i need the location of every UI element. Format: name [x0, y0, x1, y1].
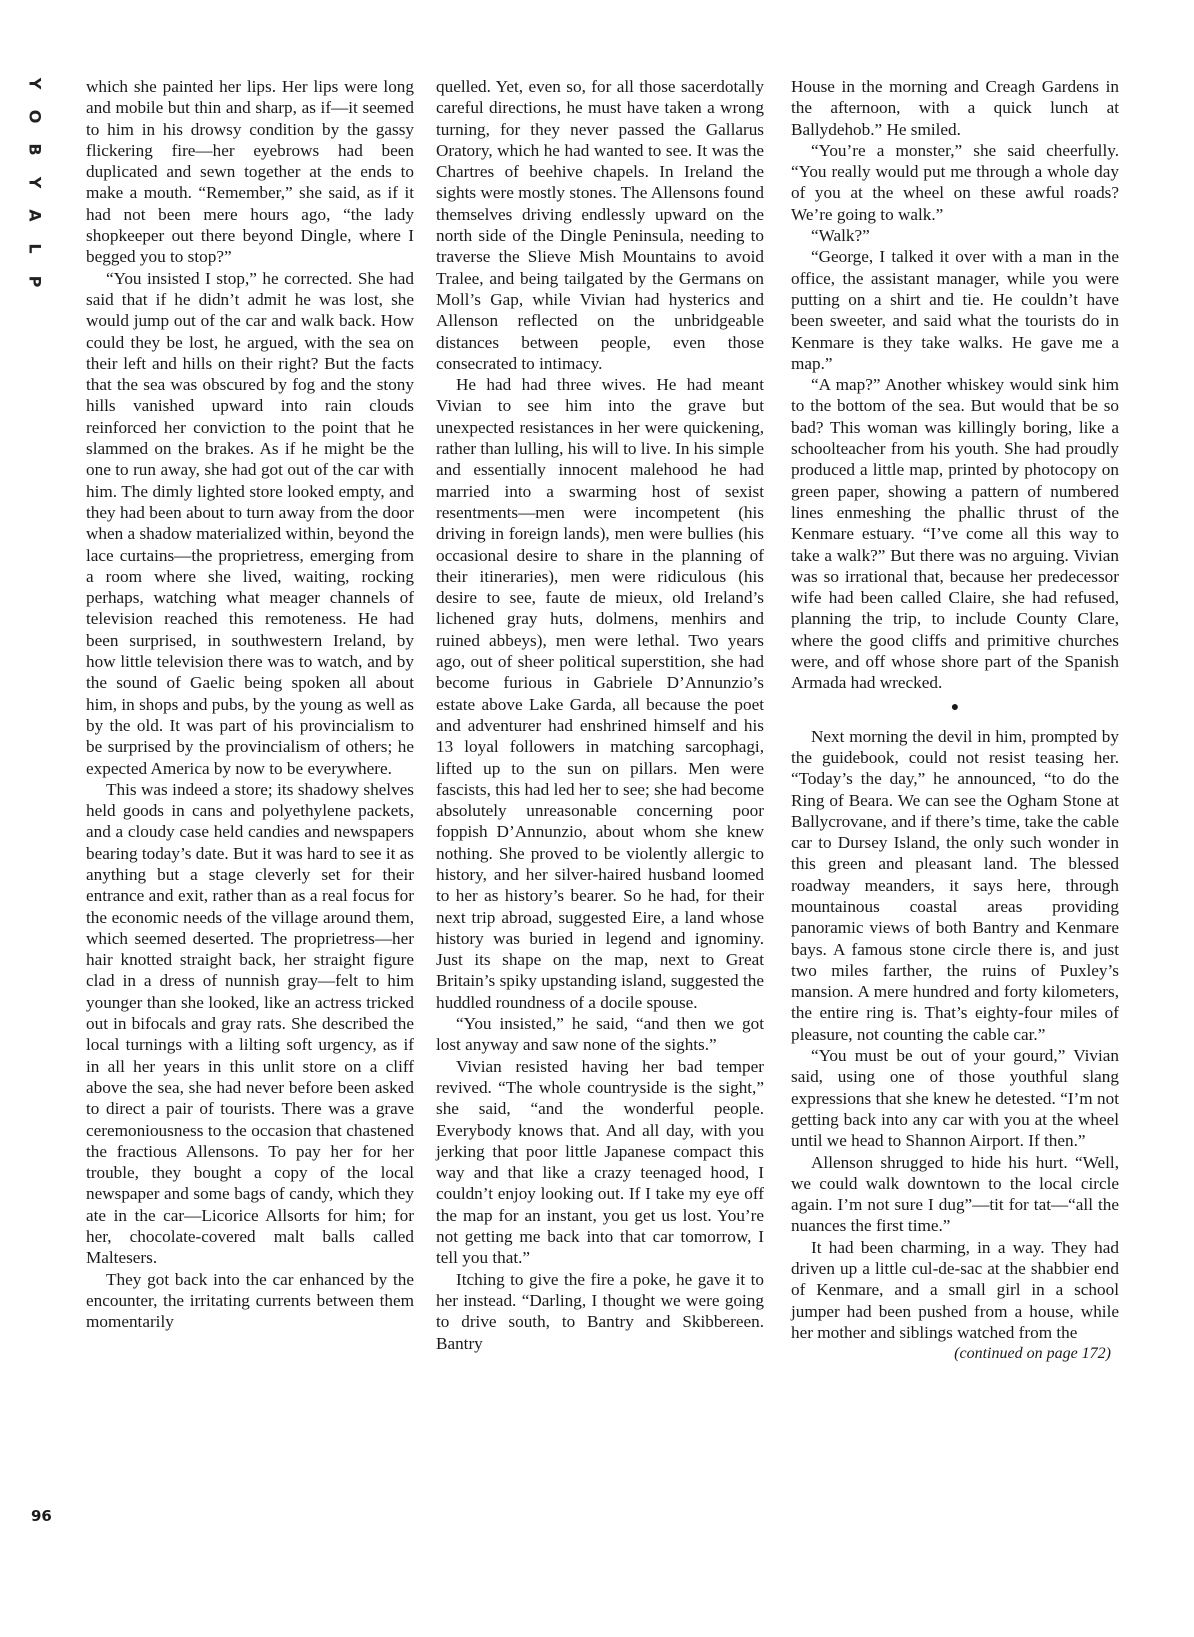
paragraph: He had had three wives. He had meant Vivian to see him into the grave but unexpected resistances in her were quickening, rather than lulling, his will to live. In his simple and essentially innocent malehood he had married into a swarming host of sexist resentments—men were incompetent (his driving in foreign lands), men were bullies (his occasional desire to share in the planning of their itineraries), men were ridiculous (his desire to see, faute de mieux, old Ireland’s lichened gray huts, dolmens, menhirs and ruined abbeys), men were lethal. Two years ago, out of sheer political superstition, she had become furious in Gabriele D’Annunzio’s estate above Lake Garda, all because the poet and adventurer had enshrined himself and his 13 loyal followers in matching sarcophagi, lifted up to the sun on pillars. Men were fascists, this had led her to see; she had become absolutely unreasonable concerning poor foppish D’Annunzio, about whom she knew nothing. She proved to be violently allergic to history, and her silver-haired husband loomed to her as history’s bearer. So he had, for their next trip abroad, suggested Eire, a land whose history was buried in legend and ignominy. Just its shape on the map, next to Great Britain’s spiky upstanding island, suggested the huddled roundness of a docile spouse.	[436, 375, 764, 1012]
paragraph: “You insisted I stop,” he corrected. She had said that if he didn’t admit he was lost, she would jump out of the car and walk back. How could they be lost, he argued, with the sea on their left and hills on their right? But the facts that the sea was obscured by fog and the stony hills vanished upward into rain clouds reinforced her conviction to the point that he slammed on the brakes. As if he might be the one to run away, she had got out of the car with him. The dimly lighted store looked empty, and they had been about to turn away from the door when a shadow materialized within, beyond the lace curtains—the proprietress, emerging from a room where she lived, waiting, rocking perhaps, watching what meager channels of television reached this remoteness. He had been surprised, in southwestern Ireland, by how little television there was to watch, and by the sound of Gaelic being spoken all about him, in shops and pubs, by the young as well as by the old. It was part of his provincialism to be surprised by the provincialism of others; he expected America by now to be everywhere.	[86, 268, 414, 778]
paragraph: This was indeed a store; its shadowy shelves held goods in cans and polyethylene packets, and a cloudy case held candies and newspapers bearing today’s date. But it was hard to see it as anything but a stage cleverly set for their entrance and exit, rather than as a real focus for the economic needs of the village around them, which seemed deserted. The proprietress—her hair knotted straight back, her straight figure clad in a dress of nunnish gray—felt to him younger than she looked, like an actress tricked out in bifocals and gray rats. She described the local turnings with a lilting soft urgency, as if in all her years in this unlit store on a cliff above the sea, she had never before been asked to direct a pair of tourists. There was a grave ceremoniousness to the occasion that chastened the fractious Allensons. To pay her for her trouble, they bought a copy of the local newspaper and some bags of candy, which they ate in the car—Licorice Allsorts for him; for her, chocolate-covered malt balls called Maltesers.	[86, 779, 414, 1268]
paragraph: “You insisted,” he said, “and then we got lost anyway and saw none of the sights.”	[436, 1014, 764, 1055]
running-head-letter: A	[25, 209, 45, 222]
running-head-letter: L	[25, 243, 45, 254]
continued-on-page-note: (continued on page 172)	[954, 1345, 1111, 1363]
text-column-2	[436, 76, 764, 1354]
paragraph: Itching to give the fire a poke, he gave it to her instead. “Darling, I thought we were going to drive south, to Bantry and Skibbereen. Bantry	[436, 1269, 764, 1353]
running-head-letter: Y	[25, 77, 45, 90]
running-head-letter: B	[25, 143, 45, 156]
paragraph: which she painted her lips. Her lips were long and mobile but thin and sharp, as if—it seemed to him in his drowsy condition by the gassy flickering fire—her eyebrows had been duplicated and sewn together at the ends to make a mouth. “Remember,” she said, as if it had not been mere hours ago, “the lady shopkeeper out there beyond Dingle, where I begged you to stop?”	[86, 77, 414, 267]
running-head-letter: O	[25, 109, 45, 124]
paragraph: House in the morning and Creagh Gardens in the afternoon, with a quick lunch at Ballydehob.” He smiled.	[791, 77, 1119, 139]
paragraph: Next morning the devil in him, prompted by the guidebook, could not resist teasing her. “Today’s the day,” he announced, “to do the Ring of Beara. We can see the Ogham Stone at Ballycrovane, and if there’s time, take the cable car to Dursey Island, the only such wonder in this green and pleasant land. The blessed roadway meanders, it says here, through mountainous coastal areas providing panoramic views of both Bantry and Kenmare bays. A famous stone circle there is, and just two miles farther, the ruins of Puxley’s mansion. A mere hundred and forty kilometers, the entire ring is. That’s eighty-four miles of pleasure, not counting the cable car.”	[791, 726, 1119, 1044]
paragraph: Allenson shrugged to hide his hurt. “Well, we could walk downtown to the local circle again. I’m not sure I dug”—tit for tat—“all the nuances the first time.”	[791, 1152, 1119, 1236]
paragraph: “You’re a monster,” she said cheerfully. “You really would put me through a whole day of you at the wheel on these awful roads? We’re going to walk.”	[791, 140, 1119, 224]
paragraph: Vivian resisted having her bad temper revived. “The whole countryside is the sight,” she said, “and the wonderful people. Everybody knows that. And all day, with you jerking that poor little Japanese compact this way and that like a crazy teenaged hood, I couldn’t enjoy looking out. If I take my eye off the map for an instant, you get us lost. You’re not getting me back into that car tomorrow, I tell you that.”	[436, 1056, 764, 1268]
paragraph: They got back into the car enhanced by the encounter, the irritating currents between them momentarily	[86, 1269, 414, 1332]
text-column-3	[791, 76, 1119, 1365]
paragraph: It had been charming, in a way. They had driven up a little cul-de-sac at the shabbier end of Kenmare, and a small girl in a school jumper had been pushed from a house, while her mother and siblings watched from the	[791, 1237, 1119, 1342]
paragraph: “A map?” Another whiskey would sink him to the bottom of the sea. But would that be so bad? This woman was killingly boring, like a schoolteacher from his youth. She had proudly produced a little map, printed by photocopy on green paper, showing a pattern of numbered lines enmeshing the phallic thrust of the Kenmare estuary. “I’ve come all this way to take a walk?” But there was no arguing. Vivian was so irrational that, because her predecessor wife had been called Claire, she had refused, planning the trip, to include County Clare, where the good cliffs and primitive churches were, and off whose shore part of the Spanish Armada had wrecked.	[791, 375, 1119, 693]
section-break-dinkus: ●	[950, 699, 960, 715]
running-head-letter: Y	[25, 176, 45, 189]
page-number: 96	[31, 1507, 52, 1525]
paragraph: “You must be out of your gourd,” Vivian said, using one of those youthful slang expressions that she knew he detested. “I’m not getting back into any car with you at the wheel until we head to Shannon Airport. If then.”	[791, 1046, 1119, 1151]
paragraph: quelled. Yet, even so, for all those sacerdotally careful directions, he must have taken a wrong turning, for they never passed the Gallarus Oratory, which he had wanted to see. It was the Chartres of beehive chapels. In Ireland the sights were mostly stones. The Allensons found themselves driving endlessly upward on the north side of the Dingle Peninsula, needing to traverse the Slieve Mish Mountains to avoid Tralee, and being tailgated by the Germans on Moll’s Gap, while Vivian had hysterics and Allenson reflected on the unbridgeable distances between people, even those consecrated to intimacy.	[436, 77, 764, 373]
paragraph: “George, I talked it over with a man in the office, the assistant manager, while you were putting on a shirt and tie. He couldn’t have been sweeter, and said what the tourists do in Kenmare is they take walks. He gave me a map.”	[791, 247, 1119, 373]
running-head-letter: P	[25, 275, 45, 288]
running-head-magazine-name	[22, 74, 48, 314]
text-column-1	[86, 76, 414, 1333]
paragraph: “Walk?”	[811, 226, 870, 246]
